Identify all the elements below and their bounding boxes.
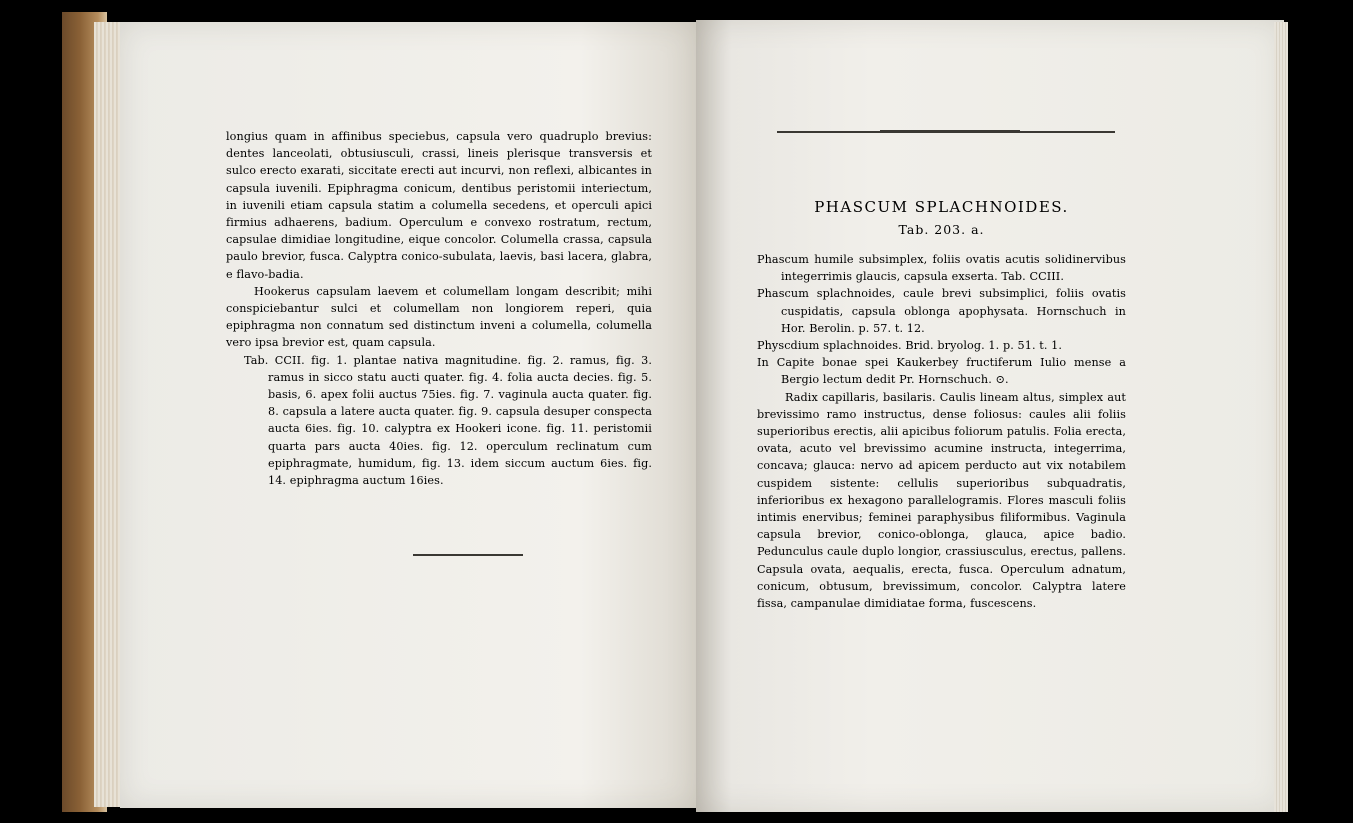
paragraph-hookerus: Hookerus capsulam laevem et columellam longam describit; mihi conspiciebantur sulci et columellam non longiorem reperi, quia epiphragma non connatum sed distinctum inveni a columella, columella vero ipsa brevior est, quam capsula. (226, 284, 652, 350)
synonym-entry: Phascum splachnoides, caule brevi subsimplici, foliis ovatis cuspidatis, capsula oblonga apophysata. Hornschuch in Hor. Berolin. p. 57. t. 12. (757, 287, 1126, 335)
paragraph-description-continued: longius quam in affinibus speciebus, capsula vero quadruplo brevius: dentes lanceolati, obtusiusculi, crassi, lineis plerisque transversis et sulco erecto exarati, siccitate erecti aut incurvi, non reflexi, albicantes in capsula iuvenili. Epiphragma conicum, dentibus peristomii interiectum, in iuvenili etiam capsula statim a columella secedens, et operculi apici firmius adhaerens, badium. Operculum e convexo rostratum, rectum, capsulae dimidiae longitudine, eique concolor. Columella crassa, capsula paulo brevior, fusca. Calyptra conico-subulata, laevis, basi lacera, glabra, e flavo-badia. (226, 130, 652, 281)
species-title: PHASCUM SPLACHNOIDES. (814, 198, 1069, 216)
plate-reference: Tab. 203. a. (898, 222, 985, 237)
paragraph-plate-explanation: Tab. CCII. fig. 1. plantae nativa magnitudine. fig. 2. ramus, fig. 3. ramus in sicco statu aucti quater. fig. 4. folia aucta decies. fig. 5. basis, 6. apex folii auctus 75ies. fig. 7. vaginula aucta quater. fig. 8. capsula a latere aucta quater. fig. 9. capsula desuper conspecta aucta 6ies. fig. 10. calyptra ex Hookeri icone. fig. 11. peristomii quarta pars aucta 40ies. fig. 12. operculum reclinatum cum epiphragmate, humidum, fig. 13. idem siccum auctum 6ies. fig. 14. epiphragma auctum 16ies. (244, 353, 652, 488)
synonym-entry: Physcdium splachnoides. Brid. bryolog. 1. p. 51. t. 1. (757, 339, 1063, 353)
header-rule-ornament (880, 130, 1020, 133)
right-page-text (757, 251, 1126, 612)
right-page-edges (1274, 22, 1288, 812)
diagnosis: Phascum humile subsimplex, foliis ovatis acutis solidinervibus integerrimis glaucis, capsula exserta. Tab. CCIII. (757, 253, 1126, 284)
end-rule (413, 554, 523, 556)
species-description: Radix capillaris, basilaris. Caulis lineam altus, simplex aut brevissimo ramo instructus, dense foliosus: caules alii foliis superioribus erectis, alii apicibus foliorum patulis. Folia erecta, ovata, acuto vel brevissimo acumine instructa, integerrima, concava; glauca: nervo ad apicem perducto aut vix notabilem cuspidem sistente: cellulis superioribus subquadratis, inferioribus ex hexagono parallelogramis. Flores masculi foliis intimis enervibus; feminei paraphysibus filiformibus. Vaginula capsula brevior, conico-oblonga, glauca, apice badio. Pedunculus caule duplo longior, crassiusculus, erectus, pallens. Capsula ovata, aequalis, erecta, fusca. Operculum adnatum, conicum, obtusum, brevissimum, concolor. Calyptra latere fissa, campanulae dimidiatae forma, fuscescens. (757, 390, 1126, 611)
left-page-text (226, 128, 652, 489)
locality: In Capite bonae spei Kaukerbey fructiferum Iulio mense a Bergio lectum dedit Pr. Hornschuch. ⊙. (757, 356, 1126, 387)
